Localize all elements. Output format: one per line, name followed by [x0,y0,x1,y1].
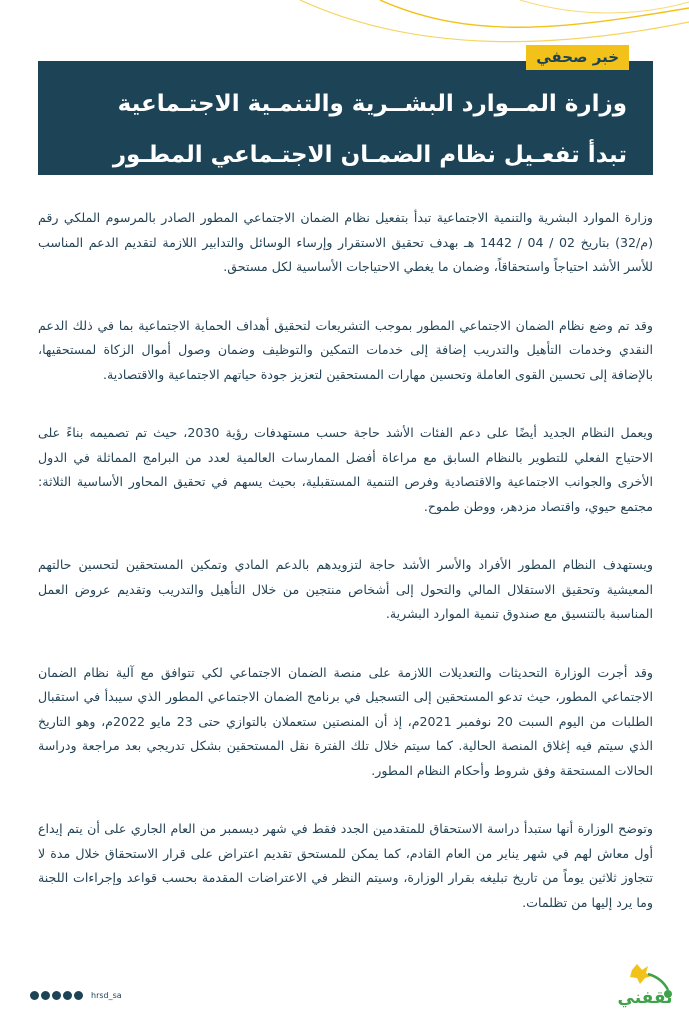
youtube-icon[interactable] [74,991,83,1000]
paragraph-4: ويستهدف النظام المطور الأفراد والأسر الأشد حاجة لتزويدهم بالدعم المادي وتمكين المستحقين لتحسين حالتهم المعيشية وتحقيق الاستقلال المالي والتحول إلى أشخاص منتجين من خلال التأهيل والتدريب وتقديم عروض العمل المناسبة بالتنسيق مع صندوق تنمية الموارد البشرية. [38,557,653,621]
headline-banner [38,61,653,175]
headline-line-2: تبدأ تفعـيل نظام الضمـان الاجتـماعي المطـور [112,142,627,168]
press-release-tag: خبر صحفي [526,45,629,70]
article-body [38,206,653,949]
headline-line-1: وزارة المــوارد البشــرية والتنمـية الاجتـماعية [117,91,627,117]
facebook-icon[interactable] [52,991,61,1000]
twitter-icon[interactable] [30,991,39,1000]
paragraph-5: وقد أجرت الوزارة التحديثات والتعديلات اللازمة على منصة الضمان الاجتماعي لكي تتوافق مع آلية نظام الضمان الاجتماعي المطور، حيث تدعو المستحقين إلى التسجيل في برنامج الضمان الاجتماعي المطور الذي سيبدأ في استقبال الطلبات من اليوم السبت 20 نوفمبر 2021م، إذ أن المنصتين ستعملان بالتوازي حتى 23 مايو 2022م، وهو التاريخ الذي سيتم فيه إغلاق المنصة الحالية. كما سيتم خلال تلك الفترة نقل المستحقين بشكل تدريجي بعد مراجعة ودراسة الحالات المستحقة وفق شروط وأحكام النظام المطور. [38,664,653,778]
paragraph-3: ويعمل النظام الجديد أيضًا على دعم الفئات الأشد حاجة حسب مستهدفات رؤية 2030، حيث تم تصميمه بناءً على الاحتياج الفعلي للتطوير بالنظام السابق مع مراعاة أفضل الممارسات العالمية لعدد من البرامج المماثلة في الدول الأخرى والجوانب الاجتماعية والاقتصادية وفرص التنمية المستقبلية، بحيث يسهم في تحقيق المحاور الأساسية الثلاثة: مجتمع حيوي، واقتصاد مزدهر، ووطن طموح. [38,425,653,514]
social-handle: hrsd_sa [91,991,122,1000]
social-links [30,991,122,1000]
snapchat-icon[interactable] [63,991,72,1000]
instagram-icon[interactable] [41,991,50,1000]
paragraph-1: وزارة الموارد البشرية والتنمية الاجتماعية تبدأ بتفعيل نظام الضمان الاجتماعي المطور الصادر بالمرسوم الملكي رقم (م/32) بتاريخ 02 / 04 / 1442 هـ بهدف تحقيق الاستقرار وإرساء الوسائل والتدابير اللازمة لتقديم الدعم المناسب للأسر الأشد احتياجاً واستحقاقاً، وضمان ما يغطي الاحتياجات الأساسية لكل مستحق. [38,210,653,274]
paragraph-6: وتوضح الوزارة أنها ستبدأ دراسة الاستحقاق للمتقدمين الجدد فقط في شهر ديسمبر من العام الجاري على أن يتم إيداع أول معاش لهم في شهر يناير من العام القادم، كما يمكن للمستحق تقديم اعتراض على قرار الاستحقاق خلال مدة لا تتجاوز ثلاثين يوماً من تاريخ تبليغه بقرار الوزارة، وسيتم النظر في الاعتراضات المقدمة بحسب قواعد وإجراءات اللجنة وما يرد إليها من تظلمات. [38,821,653,910]
logo-wordmark: ثقفني [617,988,673,1008]
paragraph-2: وقد تم وضع نظام الضمان الاجتماعي المطور بموجب التشريعات لتحقيق أهداف الحماية الاجتماعية بما في ذلك الدعم النقدي وخدمات التأهيل والتدريب إضافة إلى خدمات التمكين والتوظيف وضمان وصول أموال الزكاة لمستحقيها، بالإضافة إلى تحسين القوى العاملة وتحسين مهارات المستحقين لتعزيز جودة حياتهم الاجتماعية والاقتصادية. [38,317,653,382]
